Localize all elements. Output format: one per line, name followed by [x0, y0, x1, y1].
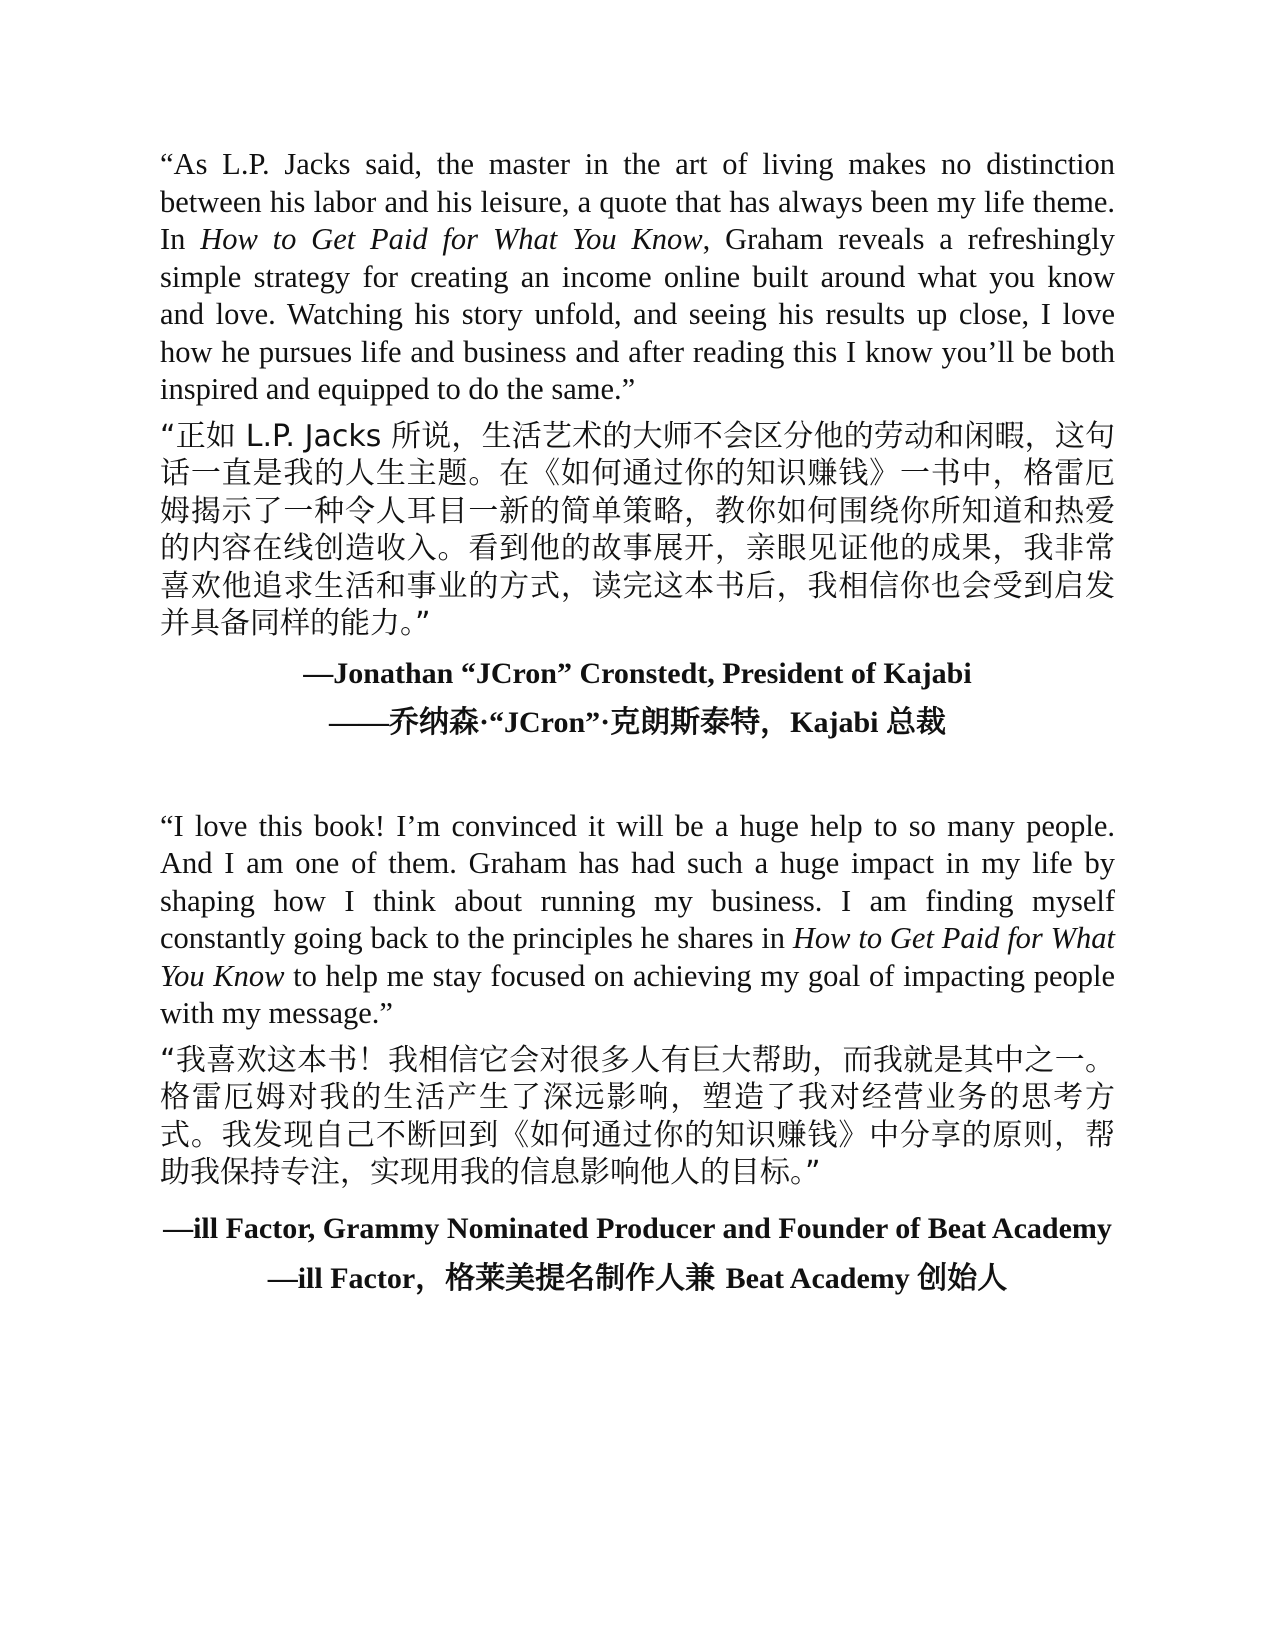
attribution-role: ，格莱美提名制作人兼 [415, 1260, 726, 1296]
attribution-title: 总裁 [886, 704, 946, 740]
testimonial-1-quote-cn: “正如 L.P. Jacks 所说，生活艺术的大师不会区分他的劳动和闲暇，这句话一直是我的人生主题。在《如何通过你的知识赚钱》一书中，格雷厄姆揭示了一种令人耳目一新的简单策略，教你如何围绕你所知道和热爱的内容在线创造收入。看到他的故事展开，亲眼见证他的成果，我非常喜欢他追求生活和事业的方式，读完这本书后，我相信你也会受到启发并具备同样的能力。” [160, 418, 1115, 641]
book-title: How to Get Paid for What You Know [200, 222, 703, 256]
testimonial-2-attribution-cn [160, 1260, 1115, 1297]
testimonial-1-quote-en [160, 146, 1115, 409]
attribution-name: —ill Factor [267, 1261, 416, 1295]
attribution-surname: 克朗斯泰特， [610, 704, 791, 740]
testimonial-2-quote-en [160, 808, 1115, 1033]
attribution-nickname: ·“JCron”· [479, 705, 611, 739]
testimonial-1-attribution-cn [160, 704, 1115, 741]
quote-text: to help me stay focused on achieving my goal of impacting people with my message.” [160, 958, 1115, 1030]
attribution-dash: —— [329, 705, 389, 739]
quote-text: “I love this book! I’m convinced it will be a huge help to so many people. And I am one of them. Graham has had such a huge impact in my life by shaping how I think about running my business. I am finding myself constantly going back to the principles he shares in [160, 808, 1115, 955]
quote-text: “As L.P. Jacks said, the master in the art of living makes no distinction between his labor and his leisure, a quote that has always been my life theme. In [160, 147, 1115, 256]
testimonial-1-attribution-en: —Jonathan “JCron” Cronstedt, President of Kajabi [303, 656, 972, 690]
testimonial-2-quote-cn: “我喜欢这本书！我相信它会对很多人有巨大帮助，而我就是其中之一。格雷厄姆对我的生活产生了深远影响，塑造了我对经营业务的思考方式。我发现自己不断回到《如何通过你的知识赚钱》中分享的原则，帮助我保持专注，实现用我的信息影响他人的目标。” [160, 1042, 1115, 1190]
testimonials-page [160, 146, 1115, 1297]
attribution-role-end: 创始人 [917, 1260, 1008, 1296]
quote-text: , Graham reveals a refreshingly simple strategy for creating an income online built around what you know and love. Watching his story unfold, and seeing his results up close, I love how he pursues life and business and after reading this I know you’ll be both inspired and equipped to do the same.” [160, 222, 1115, 406]
attribution-company: Kajabi [790, 705, 886, 739]
book-title: How to Get Paid for What You Know [160, 921, 1116, 993]
testimonial-2-attribution-en: —ill Factor, Grammy Nominated Producer and Founder of Beat Academy [163, 1211, 1112, 1245]
section-spacer [160, 741, 1115, 808]
attribution-name: 乔纳森 [389, 704, 479, 740]
attribution-company: Beat Academy [725, 1261, 918, 1295]
